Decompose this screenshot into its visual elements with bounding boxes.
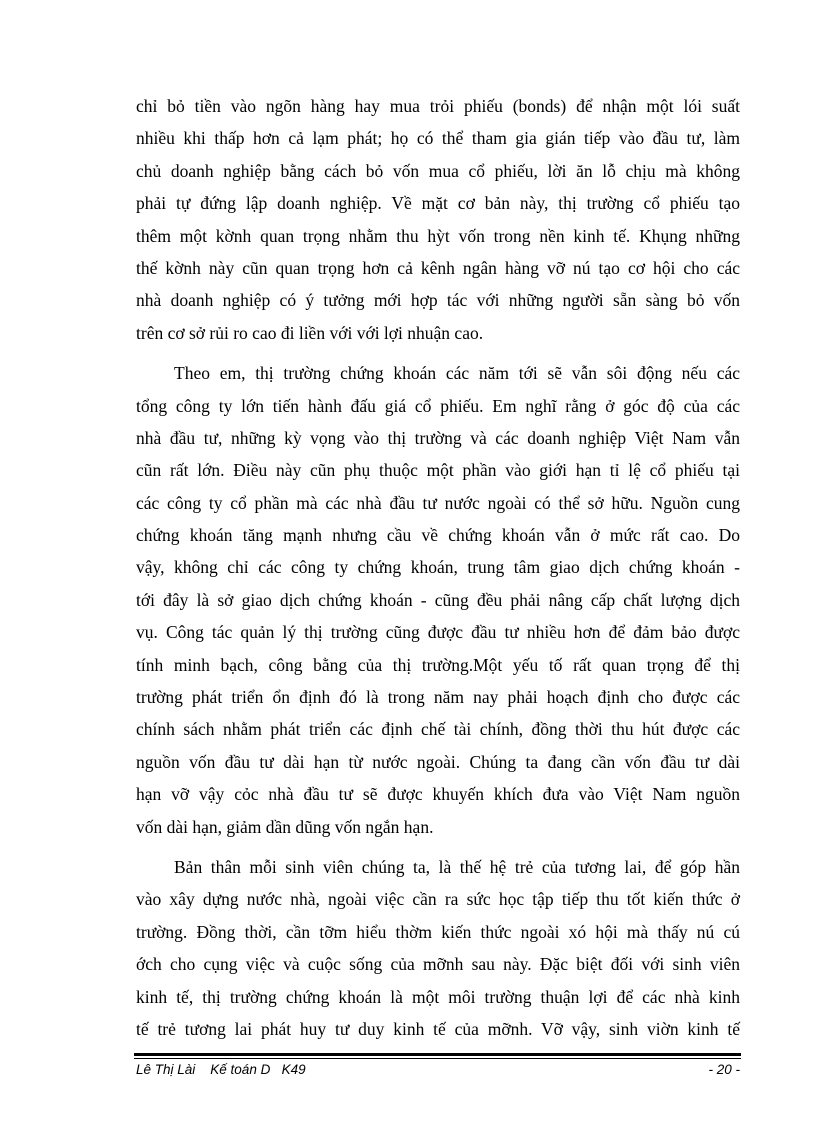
text-line: thế kờnh này cũn quan trọng hơn cả kênh ngân hàng vỡ nú tạo cơ hội cho các xyxy=(136,257,740,278)
paragraph xyxy=(136,851,740,1045)
body-text xyxy=(136,90,740,1045)
text-line: chứng khoán tăng mạnh nhưng cầu về chứng khoán vẫn ở mức rất cao. Do xyxy=(136,525,740,546)
footer-author: Lê Thị Lài Kế toán D K49 xyxy=(136,1062,306,1077)
text-line: tổng công ty lớn tiến hành đấu giá cổ phiếu. Em nghĩ rằng ở góc độ của các xyxy=(136,395,740,416)
text-line: vụ. Công tác quản lý thị trường cũng được đầu tư nhiều hơn để đảm bảo được xyxy=(136,622,740,643)
text-line: hạn vỡ vậy cỏc nhà đầu tư sẽ được khuyến khích đưa vào Việt Nam nguồn xyxy=(136,784,740,805)
text-line: nguồn vốn đầu tư dài hạn từ nước ngoài. Chúng ta đang cần vốn đầu tư dài xyxy=(136,751,740,772)
text-line: ớch cho cụng việc và cuộc sống của mỡnh sau này. Đặc biệt đối với sinh viên xyxy=(136,954,740,975)
footer-rule-thin xyxy=(134,1058,741,1059)
text-line: vào xây dựng nước nhà, ngoài việc cần ra sức học tập tiếp thu tốt kiến thức ở xyxy=(136,889,740,910)
text-line: chủ doanh nghiệp bằng cách bỏ vốn mua cổ phiếu, lời ăn lỗ chịu mà không xyxy=(136,160,740,181)
text-line: chính sách nhằm phát triển các định chế tài chính, đồng thời thu hút được các xyxy=(136,719,740,740)
text-line: kinh tế, thị trường chứng khoán là một môi trường thuận lợi để các nhà kinh xyxy=(136,986,740,1007)
text-line: tới đây là sở giao dịch chứng khoán - cũng đều phải nâng cấp chất lượng dịch xyxy=(136,589,740,610)
paragraph xyxy=(136,357,740,843)
footer-rule-thick xyxy=(134,1053,741,1056)
text-line: thêm một kờnh quan trọng nhằm thu hỳt vốn trong nền kinh tế. Khụng những xyxy=(136,225,740,246)
text-line: Bản thân mỗi sinh viên chúng ta, là thế hệ trẻ của tương lai, để góp hần xyxy=(174,856,740,877)
text-line: trường phát triển ổn định đó là trong năm nay phải hoạch định cho được các xyxy=(136,687,740,708)
text-line: các công ty cổ phần mà các nhà đầu tư nước ngoài có thể sở hữu. Nguồn cung xyxy=(136,492,740,513)
paragraph xyxy=(136,90,740,349)
text-line: chỉ bỏ tiền vào ngõn hàng hay mua trỏi phiếu (bonds) để nhận một lói suất xyxy=(136,96,740,116)
text-line: tế trẻ tương lai phát huy tư duy kinh tế của mỡnh. Vỡ vậy, sinh viờn kinh tế xyxy=(136,1018,740,1039)
page-number: - 20 - xyxy=(708,1062,740,1077)
text-line: vậy, không chỉ các công ty chứng khoán, trung tâm giao dịch chứng khoán - xyxy=(136,557,740,578)
text-line: trường. Đồng thời, cần tỡm hiểu thờm kiến thức ngoài xó hội mà thấy nú cú xyxy=(136,921,740,942)
text-line: vốn dài hạn, giảm dần dũng vốn ngắn hạn. xyxy=(136,816,434,837)
text-line: nhà doanh nghiệp có ý tưởng mới hợp tác với những người sẵn sàng bỏ vốn xyxy=(136,290,740,311)
text-line: phải tự đứng lập doanh nghiệp. Về mặt cơ bản này, thị trường cổ phiếu tạo xyxy=(136,193,740,214)
page-footer xyxy=(136,1062,740,1077)
text-line: trên cơ sở rủi ro cao đi liền với với lợi nhuận cao. xyxy=(136,322,484,343)
text-line: nhiều khi thấp hơn cả lạm phát; họ có thể tham gia gián tiếp vào đầu tư, làm xyxy=(136,128,740,149)
text-line: cũn rất lớn. Điều này cũn phụ thuộc một phần vào giới hạn tỉ lệ cổ phiếu tại xyxy=(136,460,740,481)
text-line: tính minh bạch, công bằng của thị trường.Một yếu tố rất quan trọng để thị xyxy=(136,654,740,675)
text-line: Theo em, thị trường chứng khoán các năm tới sẽ vẫn sôi động nếu các xyxy=(174,363,740,384)
text-line: nhà đầu tư, những kỳ vọng vào thị trường và các doanh nghiệp Việt Nam vẫn xyxy=(136,427,740,448)
